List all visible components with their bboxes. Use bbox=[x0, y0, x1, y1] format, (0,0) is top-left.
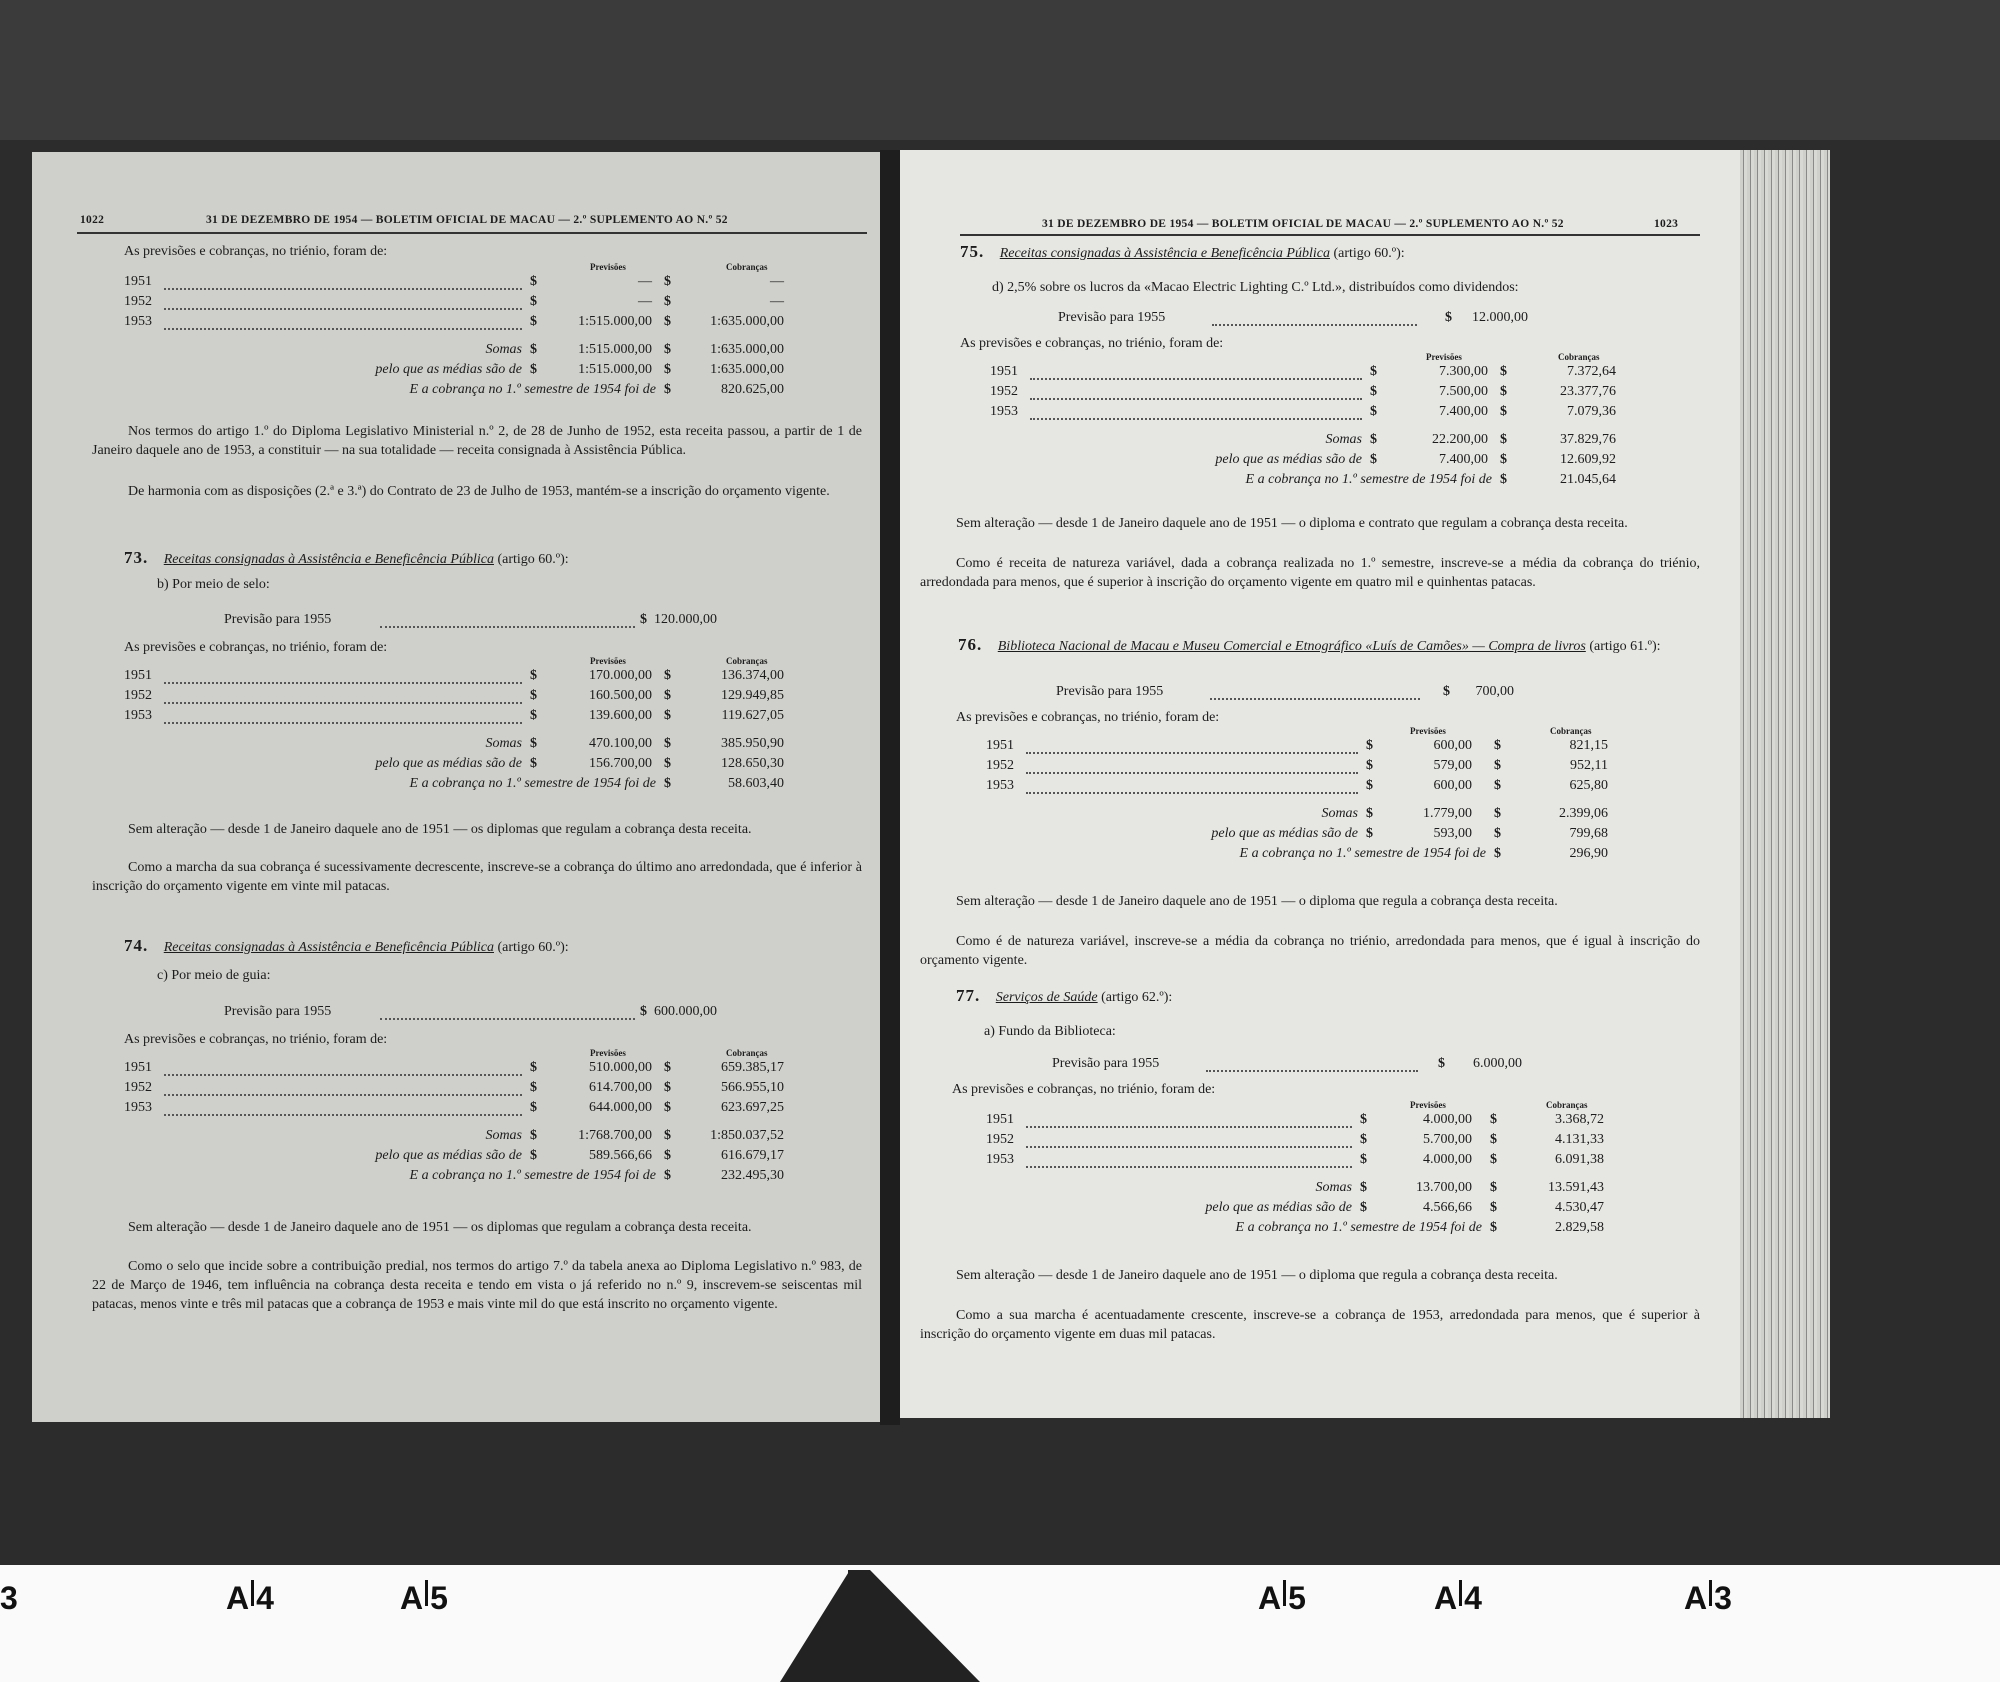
currency-sign: $ bbox=[1500, 472, 1507, 487]
table-row-year: 1952 bbox=[986, 1132, 1014, 1147]
table-somas-cobranca: 1:850.037,52 bbox=[710, 1128, 784, 1143]
left-intro-1: As previsões e cobranças, no triénio, foram de: bbox=[124, 244, 388, 259]
right-para-4: Como é de natureza variável, inscreve-se a média da cobrança no triénio, arredondada para menos, que é igual à inscrição do orçamento vigente. bbox=[920, 934, 1700, 968]
column-header-cobrancas: Cobranças bbox=[1546, 1100, 1588, 1110]
table-row-cobranca: 7.372,64 bbox=[1567, 364, 1616, 379]
section-76-title: Biblioteca Nacional de Macau e Museu Comercial e Etnográfico «Luís de Camões» — Compra de livros bbox=[997, 639, 1586, 654]
currency-sign: $ bbox=[664, 708, 671, 723]
leader-dots bbox=[164, 274, 522, 290]
table-medias-label: pelo que as médias são de bbox=[1211, 826, 1358, 841]
leader-dots bbox=[1026, 1112, 1352, 1128]
currency-sign: $ bbox=[1490, 1220, 1497, 1235]
table-row-previsao: 7.500,00 bbox=[1439, 384, 1488, 399]
table-medias-cobranca: 799,68 bbox=[1569, 826, 1608, 841]
table-row-cobranca: 23.377,76 bbox=[1560, 384, 1616, 399]
table-semester-cobranca: 820.625,00 bbox=[721, 382, 784, 397]
leader-dots bbox=[164, 294, 522, 310]
currency-sign: $ bbox=[530, 668, 537, 683]
currency-sign: $ bbox=[1500, 364, 1507, 379]
currency-sign: $ bbox=[1443, 684, 1450, 699]
section-74-number: 74. bbox=[124, 936, 149, 955]
table-row-cobranca: 6.091,38 bbox=[1555, 1152, 1604, 1167]
leader-dots bbox=[1030, 364, 1362, 380]
column-header-cobrancas: Cobranças bbox=[726, 262, 768, 272]
column-header-previsoes: Previsões bbox=[590, 1048, 626, 1058]
currency-sign: $ bbox=[530, 274, 537, 289]
section-76-number: 76. bbox=[958, 635, 983, 654]
section-76-forecast-label: Previsão para 1955 bbox=[1056, 684, 1164, 699]
section-73-heading bbox=[124, 550, 569, 568]
column-header-previsoes: Previsões bbox=[1426, 352, 1462, 362]
currency-sign: $ bbox=[1494, 738, 1501, 753]
currency-sign: $ bbox=[1370, 404, 1377, 419]
section-75-forecast-value: 12.000,00 bbox=[1472, 310, 1528, 325]
leader-dots bbox=[1212, 310, 1417, 326]
column-header-cobrancas: Cobranças bbox=[726, 656, 768, 666]
table-row-year: 1953 bbox=[124, 314, 152, 329]
left-header-rule bbox=[77, 232, 867, 234]
currency-sign: $ bbox=[1445, 310, 1452, 325]
currency-sign: $ bbox=[664, 668, 671, 683]
left-para-2: De harmonia com as disposições (2.ª e 3.ª) do Contrato de 23 de Julho de 1953, mantém-se a inscrição do orçamento vigente. bbox=[128, 484, 830, 499]
table-row-year: 1951 bbox=[986, 1112, 1014, 1127]
currency-sign: $ bbox=[1360, 1200, 1367, 1215]
table-semester-cobranca: 21.045,64 bbox=[1560, 472, 1616, 487]
table-row-cobranca: — bbox=[770, 274, 784, 289]
table-semester-cobranca: 58.603,40 bbox=[728, 776, 784, 791]
table-row-previsao: 5.700,00 bbox=[1423, 1132, 1472, 1147]
table-row-previsao: — bbox=[638, 294, 652, 309]
currency-sign: $ bbox=[530, 314, 537, 329]
leader-dots bbox=[1210, 684, 1420, 700]
leader-dots bbox=[1026, 758, 1358, 774]
table-medias-cobranca: 12.609,92 bbox=[1560, 452, 1616, 467]
section-73-article: (artigo 60.º): bbox=[497, 552, 569, 567]
left-page-header: 31 DE DEZEMBRO DE 1954 — BOLETIM OFICIAL DE MACAU — 2.º SUPLEMENTO AO N.º 52 bbox=[206, 214, 728, 226]
table-row-cobranca: 566.955,10 bbox=[721, 1080, 784, 1095]
table-row-cobranca: 119.627,05 bbox=[721, 708, 784, 723]
table-row-previsao: 7.400,00 bbox=[1439, 404, 1488, 419]
leader-dots bbox=[164, 314, 522, 330]
column-header-cobrancas: Cobranças bbox=[1558, 352, 1600, 362]
film-wedge-left bbox=[780, 1570, 850, 1682]
currency-sign: $ bbox=[664, 1080, 671, 1095]
section-76-article: (artigo 61.º): bbox=[1589, 639, 1661, 654]
table-row-previsao: 7.300,00 bbox=[1439, 364, 1488, 379]
right-para-3: Sem alteração — desde 1 de Janeiro daquele ano de 1951 — o diploma que regula a cobrança desta receita. bbox=[956, 894, 1558, 909]
currency-sign: $ bbox=[1360, 1180, 1367, 1195]
table-medias-label: pelo que as médias são de bbox=[1215, 452, 1362, 467]
table-row-year: 1952 bbox=[124, 688, 152, 703]
right-intro-3: As previsões e cobranças, no triénio, foram de: bbox=[952, 1082, 1216, 1097]
table-medias-label: pelo que as médias são de bbox=[1205, 1200, 1352, 1215]
section-77-number: 77. bbox=[956, 986, 981, 1005]
book-gutter bbox=[880, 150, 900, 1425]
section-74-subitem: c) Por meio de guia: bbox=[157, 968, 271, 983]
table-row-year: 1951 bbox=[124, 274, 152, 289]
leader-dots bbox=[164, 708, 522, 724]
currency-sign: $ bbox=[1494, 806, 1501, 821]
table-semester-label: E a cobrança no 1.º semestre de 1954 foi de bbox=[1235, 1220, 1482, 1235]
currency-sign: $ bbox=[1500, 404, 1507, 419]
table-somas-previsao: 1:768.700,00 bbox=[578, 1128, 652, 1143]
currency-sign: $ bbox=[1500, 432, 1507, 447]
currency-sign: $ bbox=[664, 688, 671, 703]
table-somas-previsao: 13.700,00 bbox=[1416, 1180, 1472, 1195]
table-somas-label: Somas bbox=[485, 342, 522, 357]
film-mark: 3 bbox=[0, 1580, 18, 1616]
table-semester-label: E a cobrança no 1.º semestre de 1954 foi de bbox=[1245, 472, 1492, 487]
leader-dots bbox=[164, 688, 522, 704]
section-75-article: (artigo 60.º): bbox=[1333, 246, 1405, 261]
currency-sign: $ bbox=[1494, 846, 1501, 861]
currency-sign: $ bbox=[1490, 1152, 1497, 1167]
table-row-year: 1951 bbox=[124, 1060, 152, 1075]
currency-sign: $ bbox=[530, 756, 537, 771]
table-row-cobranca: 3.368,72 bbox=[1555, 1112, 1604, 1127]
leader-dots bbox=[380, 612, 635, 628]
currency-sign: $ bbox=[1438, 1056, 1445, 1071]
currency-sign: $ bbox=[530, 362, 537, 377]
currency-sign: $ bbox=[1490, 1180, 1497, 1195]
section-77-subitem: a) Fundo da Biblioteca: bbox=[984, 1024, 1116, 1039]
table-row-cobranca: 659.385,17 bbox=[721, 1060, 784, 1075]
currency-sign: $ bbox=[530, 1080, 537, 1095]
table-row-cobranca: 1:635.000,00 bbox=[710, 314, 784, 329]
table-row-year: 1951 bbox=[986, 738, 1014, 753]
table-row-previsao: 160.500,00 bbox=[589, 688, 652, 703]
currency-sign: $ bbox=[1500, 452, 1507, 467]
currency-sign: $ bbox=[640, 1004, 647, 1019]
table-row-previsao: 4.000,00 bbox=[1423, 1112, 1472, 1127]
section-73-number: 73. bbox=[124, 548, 149, 567]
section-77-title: Serviços de Saúde bbox=[995, 990, 1098, 1005]
currency-sign: $ bbox=[640, 612, 647, 627]
currency-sign: $ bbox=[664, 382, 671, 397]
leader-dots bbox=[164, 1060, 522, 1076]
table-row-previsao: 4.000,00 bbox=[1423, 1152, 1472, 1167]
section-75-number: 75. bbox=[960, 242, 985, 261]
leader-dots bbox=[1026, 778, 1358, 794]
section-74-forecast-value: 600.000,00 bbox=[654, 1004, 717, 1019]
leader-dots bbox=[1030, 384, 1362, 400]
table-row-previsao: 600,00 bbox=[1433, 778, 1472, 793]
section-77-article: (artigo 62.º): bbox=[1101, 990, 1173, 1005]
currency-sign: $ bbox=[530, 294, 537, 309]
section-73-subitem: b) Por meio de selo: bbox=[157, 577, 270, 592]
currency-sign: $ bbox=[1490, 1112, 1497, 1127]
leader-dots bbox=[164, 1080, 522, 1096]
section-75-forecast-label: Previsão para 1955 bbox=[1058, 310, 1166, 325]
leader-dots bbox=[1026, 1152, 1352, 1168]
table-row-cobranca: 821,15 bbox=[1569, 738, 1608, 753]
leader-dots bbox=[1026, 1132, 1352, 1148]
table-semester-cobranca: 232.495,30 bbox=[721, 1168, 784, 1183]
table-medias-label: pelo que as médias são de bbox=[375, 756, 522, 771]
section-75-subitem: d) 2,5% sobre os lucros da «Macao Electric Lighting C.º Ltd.», distribuídos como dividendos: bbox=[992, 280, 1519, 295]
left-intro-2: As previsões e cobranças, no triénio, foram de: bbox=[124, 640, 388, 655]
left-page bbox=[32, 152, 880, 1422]
section-77-forecast-label: Previsão para 1955 bbox=[1052, 1056, 1160, 1071]
section-77-forecast-value: 6.000,00 bbox=[1473, 1056, 1522, 1071]
currency-sign: $ bbox=[1360, 1152, 1367, 1167]
table-row-year: 1953 bbox=[986, 1152, 1014, 1167]
film-wedge bbox=[848, 1570, 870, 1682]
left-para-4: Como a marcha da sua cobrança é sucessivamente decrescente, inscreve-se a cobrança do último ano arredondada, que é inferior à inscrição do orçamento vigente em vinte mil patacas. bbox=[92, 860, 862, 894]
film-mark: A 3 bbox=[1684, 1580, 1732, 1616]
table-row-cobranca: 136.374,00 bbox=[721, 668, 784, 683]
table-row-year: 1953 bbox=[124, 708, 152, 723]
currency-sign: $ bbox=[530, 1148, 537, 1163]
currency-sign: $ bbox=[664, 294, 671, 309]
table-somas-label: Somas bbox=[485, 1128, 522, 1143]
currency-sign: $ bbox=[664, 362, 671, 377]
section-76-forecast-value: 700,00 bbox=[1475, 684, 1514, 699]
left-para-3: Sem alteração — desde 1 de Janeiro daquele ano de 1951 — os diplomas que regulam a cobrança desta receita. bbox=[128, 822, 752, 837]
currency-sign: $ bbox=[1366, 806, 1373, 821]
section-73-title: Receitas consignadas à Assistência e Beneficência Pública bbox=[163, 552, 494, 567]
table-row-cobranca: 129.949,85 bbox=[721, 688, 784, 703]
section-76-heading bbox=[958, 634, 1706, 658]
currency-sign: $ bbox=[1366, 758, 1373, 773]
table-medias-previsao: 7.400,00 bbox=[1439, 452, 1488, 467]
leader-dots bbox=[1206, 1056, 1418, 1072]
table-somas-cobranca: 37.829,76 bbox=[1560, 432, 1616, 447]
currency-sign: $ bbox=[1494, 778, 1501, 793]
right-page-header: 31 DE DEZEMBRO DE 1954 — BOLETIM OFICIAL DE MACAU — 2.º SUPLEMENTO AO N.º 52 bbox=[1042, 218, 1564, 230]
currency-sign: $ bbox=[1490, 1132, 1497, 1147]
table-semester-cobranca: 296,90 bbox=[1569, 846, 1608, 861]
leader-dots bbox=[1026, 738, 1358, 754]
table-somas-cobranca: 385.950,90 bbox=[721, 736, 784, 751]
table-row-year: 1953 bbox=[986, 778, 1014, 793]
currency-sign: $ bbox=[664, 314, 671, 329]
right-para-6: Como a sua marcha é acentuadamente crescente, inscreve-se a cobrança de 1953, arredondada para menos, que é superior à inscrição do orçamento vigente em duas mil patacas. bbox=[920, 1308, 1700, 1342]
section-74-article: (artigo 60.º): bbox=[497, 940, 569, 955]
table-row-year: 1951 bbox=[124, 668, 152, 683]
section-74-heading bbox=[124, 938, 569, 956]
leader-dots bbox=[164, 1100, 522, 1116]
table-somas-previsao: 470.100,00 bbox=[589, 736, 652, 751]
table-somas-label: Somas bbox=[485, 736, 522, 751]
table-row-cobranca: 623.697,25 bbox=[721, 1100, 784, 1115]
table-row-year: 1952 bbox=[986, 758, 1014, 773]
currency-sign: $ bbox=[1360, 1112, 1367, 1127]
table-semester-cobranca: 2.829,58 bbox=[1555, 1220, 1604, 1235]
page-stack-edge bbox=[1740, 150, 1830, 1418]
section-73-forecast-value: 120.000,00 bbox=[654, 612, 717, 627]
table-row-previsao: 170.000,00 bbox=[589, 668, 652, 683]
table-row-year: 1952 bbox=[990, 384, 1018, 399]
table-medias-cobranca: 616.679,17 bbox=[721, 1148, 784, 1163]
currency-sign: $ bbox=[664, 342, 671, 357]
currency-sign: $ bbox=[664, 1060, 671, 1075]
table-row-cobranca: 4.131,33 bbox=[1555, 1132, 1604, 1147]
table-row-previsao: 614.700,00 bbox=[589, 1080, 652, 1095]
table-row-year: 1953 bbox=[990, 404, 1018, 419]
currency-sign: $ bbox=[530, 1100, 537, 1115]
currency-sign: $ bbox=[530, 342, 537, 357]
section-75-title: Receitas consignadas à Assistência e Beneficência Pública bbox=[999, 246, 1330, 261]
table-row-previsao: 644.000,00 bbox=[589, 1100, 652, 1115]
leader-dots bbox=[1030, 404, 1362, 420]
left-para-1: Nos termos do artigo 1.º do Diploma Legislativo Ministerial n.º 2, de 28 de Junho de 1952, esta receita passou, a partir de 1 de Janeiro daquele ano de 1953, a constituir — na sua totalidade — receita consignada à Assistência Pública. bbox=[92, 424, 862, 458]
currency-sign: $ bbox=[530, 708, 537, 723]
currency-sign: $ bbox=[1366, 778, 1373, 793]
column-header-previsoes: Previsões bbox=[1410, 1100, 1446, 1110]
currency-sign: $ bbox=[1370, 364, 1377, 379]
currency-sign: $ bbox=[1370, 432, 1377, 447]
table-semester-label: E a cobrança no 1.º semestre de 1954 foi de bbox=[409, 1168, 656, 1183]
table-somas-label: Somas bbox=[1315, 1180, 1352, 1195]
right-page bbox=[900, 150, 1740, 1418]
table-medias-previsao: 156.700,00 bbox=[589, 756, 652, 771]
film-mark: A 4 bbox=[1434, 1580, 1482, 1616]
section-75-heading bbox=[960, 244, 1405, 262]
currency-sign: $ bbox=[664, 1128, 671, 1143]
table-medias-cobranca: 1:635.000,00 bbox=[710, 362, 784, 377]
right-para-5: Sem alteração — desde 1 de Janeiro daquele ano de 1951 — o diploma que regula a cobrança desta receita. bbox=[956, 1268, 1558, 1283]
table-row-cobranca: 952,11 bbox=[1570, 758, 1608, 773]
table-somas-previsao: 22.200,00 bbox=[1432, 432, 1488, 447]
table-medias-previsao: 593,00 bbox=[1433, 826, 1472, 841]
table-row-year: 1952 bbox=[124, 1080, 152, 1095]
currency-sign: $ bbox=[1494, 826, 1501, 841]
table-row-previsao: 579,00 bbox=[1433, 758, 1472, 773]
film-mark: A 5 bbox=[1258, 1580, 1306, 1616]
table-medias-label: pelo que as médias são de bbox=[375, 1148, 522, 1163]
currency-sign: $ bbox=[530, 1060, 537, 1075]
table-row-previsao: — bbox=[638, 274, 652, 289]
table-row-year: 1951 bbox=[990, 364, 1018, 379]
section-77-heading bbox=[956, 988, 1172, 1006]
film-mark: A 4 bbox=[226, 1580, 274, 1616]
table-somas-cobranca: 13.591,43 bbox=[1548, 1180, 1604, 1195]
right-intro-2: As previsões e cobranças, no triénio, foram de: bbox=[956, 710, 1220, 725]
currency-sign: $ bbox=[530, 688, 537, 703]
right-para-2: Como é receita de natureza variável, dada a cobrança realizada no 1.º semestre, inscreve-se a média da cobrança do triénio, arredondada para menos, que é superior à inscrição do orçamento vigente em quatro mil e quinhentas patacas. bbox=[920, 556, 1700, 590]
right-intro-1: As previsões e cobranças, no triénio, foram de: bbox=[960, 336, 1224, 351]
currency-sign: $ bbox=[1366, 738, 1373, 753]
table-row-year: 1952 bbox=[124, 294, 152, 309]
table-medias-cobranca: 128.650,30 bbox=[721, 756, 784, 771]
currency-sign: $ bbox=[530, 736, 537, 751]
left-para-5: Sem alteração — desde 1 de Janeiro daquele ano de 1951 — os diplomas que regulam a cobrança desta receita. bbox=[128, 1220, 752, 1235]
table-semester-label: E a cobrança no 1.º semestre de 1954 foi de bbox=[1239, 846, 1486, 861]
currency-sign: $ bbox=[1490, 1200, 1497, 1215]
table-medias-label: pelo que as médias são de bbox=[375, 362, 522, 377]
table-medias-cobranca: 4.530,47 bbox=[1555, 1200, 1604, 1215]
table-somas-label: Somas bbox=[1325, 432, 1362, 447]
film-mark: A 5 bbox=[400, 1580, 448, 1616]
table-somas-cobranca: 2.399,06 bbox=[1559, 806, 1608, 821]
section-74-title: Receitas consignadas à Assistência e Beneficência Pública bbox=[163, 940, 494, 955]
film-wedge-right bbox=[870, 1570, 980, 1682]
column-header-cobrancas: Cobranças bbox=[726, 1048, 768, 1058]
table-medias-previsao: 4.566,66 bbox=[1423, 1200, 1472, 1215]
currency-sign: $ bbox=[664, 756, 671, 771]
leader-dots bbox=[164, 668, 522, 684]
column-header-previsoes: Previsões bbox=[590, 656, 626, 666]
table-row-previsao: 510.000,00 bbox=[589, 1060, 652, 1075]
table-semester-label: E a cobrança no 1.º semestre de 1954 foi de bbox=[409, 776, 656, 791]
table-row-cobranca: — bbox=[770, 294, 784, 309]
currency-sign: $ bbox=[1370, 384, 1377, 399]
column-header-cobrancas: Cobranças bbox=[1550, 726, 1592, 736]
currency-sign: $ bbox=[1360, 1132, 1367, 1147]
currency-sign: $ bbox=[1494, 758, 1501, 773]
table-somas-label: Somas bbox=[1321, 806, 1358, 821]
currency-sign: $ bbox=[1366, 826, 1373, 841]
currency-sign: $ bbox=[664, 1168, 671, 1183]
right-header-rule bbox=[960, 234, 1700, 236]
table-row-cobranca: 7.079,36 bbox=[1567, 404, 1616, 419]
section-74-forecast-label: Previsão para 1955 bbox=[224, 1004, 332, 1019]
table-row-year: 1953 bbox=[124, 1100, 152, 1115]
right-para-1: Sem alteração — desde 1 de Janeiro daquele ano de 1951 — o diploma e contrato que regulam a cobrança desta receita. bbox=[956, 516, 1628, 531]
section-73-forecast-label: Previsão para 1955 bbox=[224, 612, 332, 627]
left-page-number: 1022 bbox=[80, 214, 105, 226]
currency-sign: $ bbox=[664, 1148, 671, 1163]
table-medias-previsao: 589.566,66 bbox=[589, 1148, 652, 1163]
currency-sign: $ bbox=[1370, 452, 1377, 467]
table-row-previsao: 600,00 bbox=[1433, 738, 1472, 753]
column-header-previsoes: Previsões bbox=[1410, 726, 1446, 736]
left-para-6: Como o selo que incide sobre a contribuição predial, nos termos do artigo 7.º da tabela anexa ao Diploma Legislativo n.º 983, de 22 de Março de 1946, tem influência na cobrança desta receita e tendo em vista o já referido no n.º 9, inscrevem-se seiscentas mil patacas, menos vinte e três mil patacas que a cobrança de 1953 e mais vinte mil do que está inscrito no orçamento vigente. bbox=[92, 1259, 862, 1312]
right-page-number: 1023 bbox=[1654, 218, 1679, 230]
leader-dots bbox=[380, 1004, 635, 1020]
table-row-previsao: 1:515.000,00 bbox=[578, 314, 652, 329]
scan-top-margin bbox=[0, 0, 2000, 140]
table-somas-previsao: 1.779,00 bbox=[1423, 806, 1472, 821]
column-header-previsoes: Previsões bbox=[590, 262, 626, 272]
table-row-previsao: 139.600,00 bbox=[589, 708, 652, 723]
currency-sign: $ bbox=[664, 1100, 671, 1115]
currency-sign: $ bbox=[1500, 384, 1507, 399]
table-medias-previsao: 1:515.000,00 bbox=[578, 362, 652, 377]
left-intro-3: As previsões e cobranças, no triénio, foram de: bbox=[124, 1032, 388, 1047]
currency-sign: $ bbox=[664, 274, 671, 289]
currency-sign: $ bbox=[664, 736, 671, 751]
table-semester-label: E a cobrança no 1.º semestre de 1954 foi de bbox=[409, 382, 656, 397]
currency-sign: $ bbox=[530, 1128, 537, 1143]
table-row-cobranca: 625,80 bbox=[1569, 778, 1608, 793]
currency-sign: $ bbox=[664, 776, 671, 791]
table-somas-cobranca: 1:635.000,00 bbox=[710, 342, 784, 357]
table-somas-previsao: 1:515.000,00 bbox=[578, 342, 652, 357]
